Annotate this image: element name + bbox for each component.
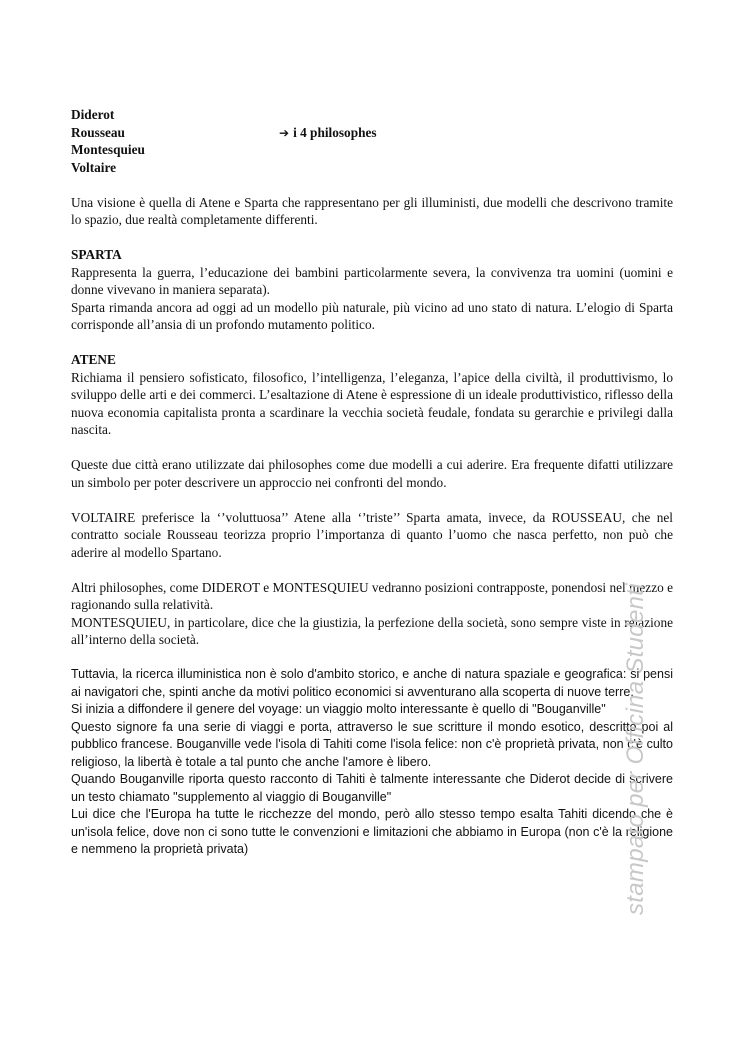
name-diderot: Diderot (71, 107, 115, 122)
lui-paragraph: Lui dice che l'Europa ha tutte le ricchezze del mondo, però allo stesso tempo esalta Tahiti dicendo che è un'isola felice, dove non ci sono tutte le convenzioni e limitazioni che abbiamo in Europa (non c'è la religione e nemmeno la proprietà privata) (71, 807, 673, 856)
voyage-paragraph: Si inizia a diffondere il genere del voyage: un viaggio molto interessante è quello di "Bouganville" (71, 702, 606, 716)
tuttavia-paragraph: Tuttavia, la ricerca illuministica non è solo d'ambito storico, e anche di natura spaziale e geografica: si pensi ai navigatori che, spinti anche da motivi politico economici si avventurano alla scoperta di nuove terre. (71, 667, 673, 699)
name-montesquieu: Montesquieu (71, 142, 145, 157)
atene-paragraph: Richiama il pensiero sofisticato, filosofico, l’intelligenza, l’eleganza, l’apice della civiltà, il produttivismo, lo sviluppo delle arti e dei commerci. L’esaltazione di Atene è espressione di un ideale produttivistico, riflesso della nuova economia capitalista pronta a scardinare la vecchia società feudale, fondata su gerarchie e privilegi dalla nascita. (71, 369, 673, 437)
montesquieu-paragraph: MONTESQUIEU, in particolare, dice che la giustizia, la perfezione della società, sono sempre viste in relazione all’interno della società. (71, 614, 673, 647)
sparta-paragraph-2: Sparta rimanda ancora ad oggi ad un modello più naturale, più vicino ad uno stato di natura. L’elogio di Sparta corrisponde all’ansia di un profondo mutamento politico. (71, 299, 673, 332)
name-voltaire: Voltaire (71, 159, 117, 175)
quando-paragraph: Quando Bouganville riporta questo racconto di Tahiti è talmente interessante che Diderot decide di scrivere un testo chiamato "supplemento al viaggio di Bouganville" (71, 772, 673, 804)
document-page (71, 106, 673, 859)
atene-heading: ATENE (71, 352, 116, 367)
name-rousseau: Rousseau (71, 124, 125, 140)
altri-paragraph: Altri philosophes, come DIDEROT e MONTESQUIEU vedranno posizioni contrapposte, ponendosi nel mezzo e ragionando sulla relatività. (71, 579, 673, 612)
philosophes-note-text: i 4 philosophes (293, 124, 377, 140)
arrow-right-icon: ➔ (279, 125, 290, 140)
cities-paragraph: Queste due città erano utilizzate dai philosophes come due modelli a cui aderire. Era frequente difatti utilizzare un simbolo per poter descrivere un approccio nei confronti del mondo. (71, 457, 673, 490)
signore-paragraph: Questo signore fa una serie di viaggi e porta, attraverso le sue scritture il mondo esotico, descritto poi al pubblico francese. Bouganville vede l'isola di Tahiti come l'isola felice: non c'è proprietà privata, non c'è culto religioso, la libertà è totale a tal punto che anche l'amore è libero. (71, 719, 673, 769)
watermark: stampato per Officina Studenti (622, 583, 649, 915)
philosophes-list (71, 106, 673, 176)
sparta-paragraph-1: Rappresenta la guerra, l’educazione dei bambini particolarmente severa, la convivenza tra uomini (uomini e donne vivevano in maniera separata). (71, 264, 673, 297)
sparta-heading: SPARTA (71, 247, 122, 262)
philosophes-note (279, 124, 377, 142)
intro-paragraph: Una visione è quella di Atene e Sparta che rappresentano per gli illuministi, due modelli che descrivono tramite lo spazio, due realtà completamente differenti. (71, 194, 673, 227)
voltaire-paragraph: VOLTAIRE preferisce la ‘’voluttuosa’’ Atene alla ‘’triste’’ Sparta amata, invece, da ROUSSEAU, che nel contratto sociale Rousseau teorizza proprio l’importanza di quanto l’uomo che nasca perfetto, non può che aderire al modello Spartano. (71, 509, 673, 560)
